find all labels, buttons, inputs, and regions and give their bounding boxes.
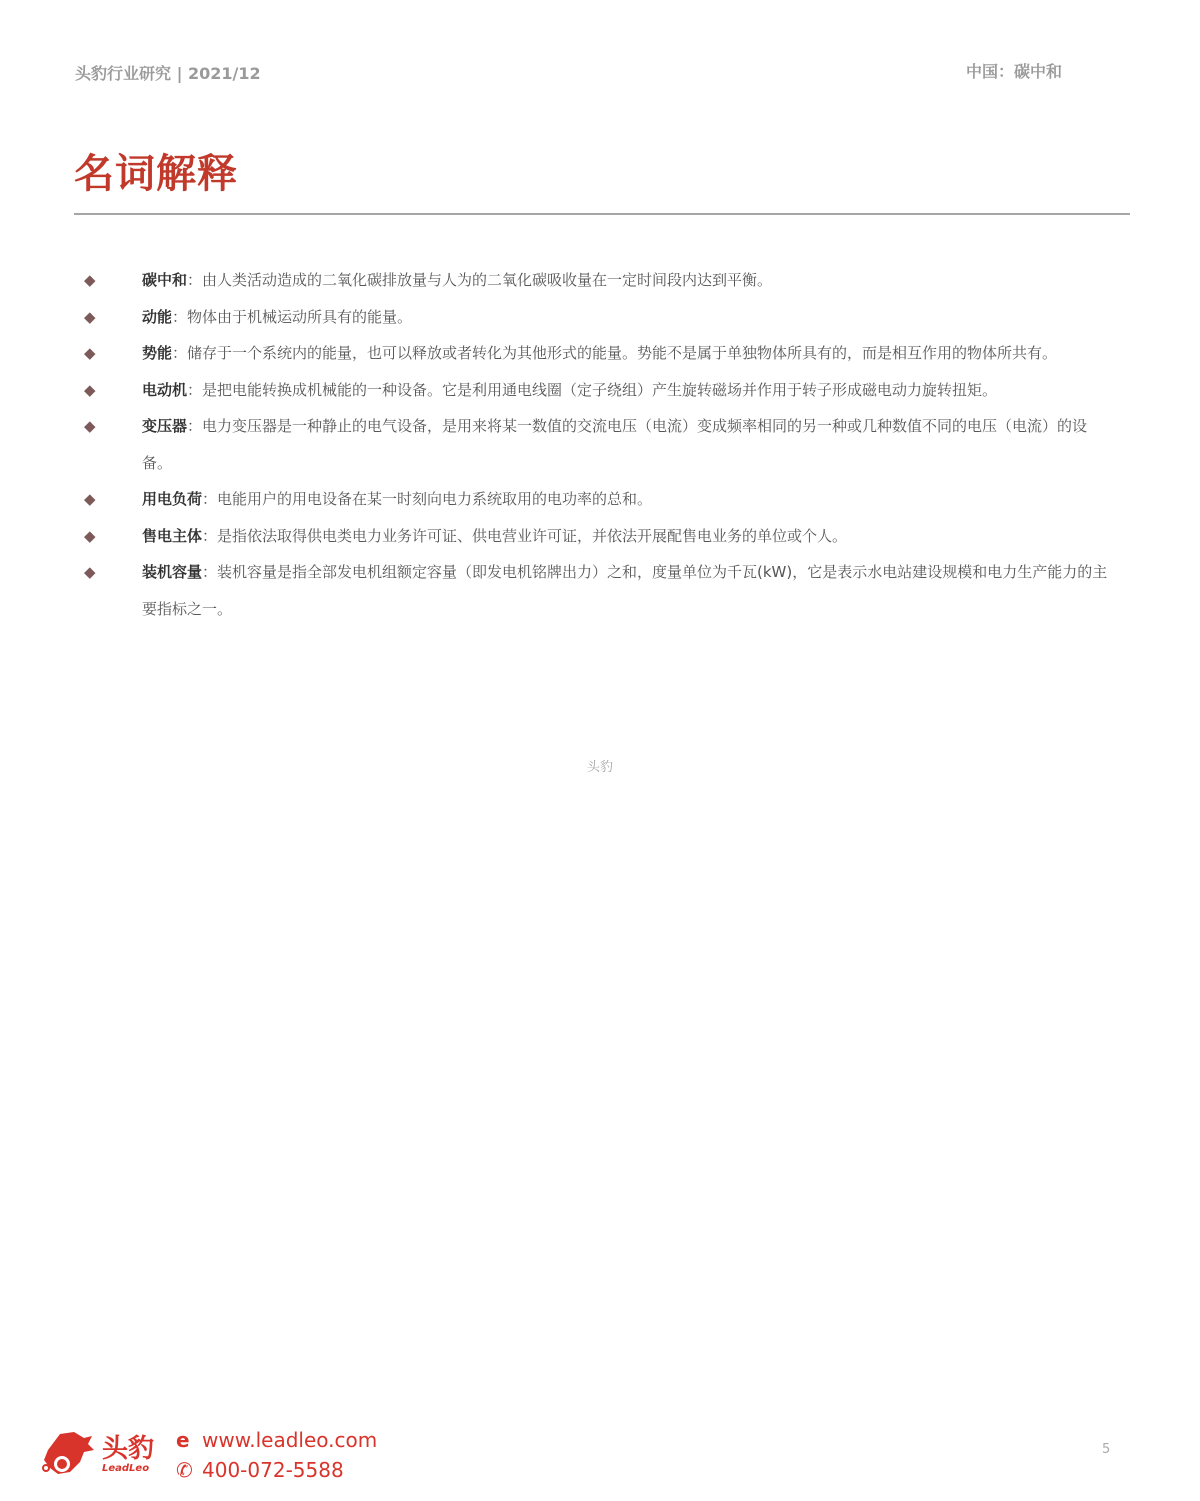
center-watermark: 头豹 xyxy=(586,760,613,775)
diamond-bullet-icon: ◆ xyxy=(84,490,96,508)
browser-e-icon: e xyxy=(176,1428,190,1452)
brand-name-en: LeadLeo xyxy=(102,1463,150,1474)
glossary-list xyxy=(84,262,1114,627)
list-item xyxy=(84,408,1114,481)
term: 售电主体 xyxy=(142,526,203,545)
diamond-bullet-icon: ◆ xyxy=(84,344,96,362)
phone-icon: ✆ xyxy=(176,1458,193,1482)
diamond-bullet-icon: ◆ xyxy=(84,380,96,399)
definition: ：电力变压器是一种静止的电气设备，是用来将某一数值的交流电压（电流）变成频率相同的另一种或几种数值不同的电压（电流）的设备。 xyxy=(142,417,1088,472)
definition: ：装机容量是指全部发电机组额定容量（即发电机铭牌出力）之和，度量单位为千瓦(kW)，它是表示水电站建设规模和电力生产能力的主要指标之一。 xyxy=(142,563,1108,618)
header-right: 中国：碳中和 xyxy=(965,62,1062,81)
page-title: 名词解释 xyxy=(74,151,238,197)
definition: ：物体由于机械运动所具有的能量。 xyxy=(172,307,413,326)
list-item xyxy=(84,554,1114,627)
definition: ：是把电能转换成机械能的一种设备。它是利用通电线圈（定子绕组）产生旋转磁场并作用于转子形成磁电动力旋转扭矩。 xyxy=(187,380,998,399)
list-item xyxy=(84,372,1114,409)
page-number: 5 xyxy=(1102,1442,1111,1457)
brand-name: 头豹 xyxy=(102,1434,155,1464)
diamond-bullet-icon: ◆ xyxy=(84,417,96,435)
list-item xyxy=(84,518,1114,555)
list-item xyxy=(84,262,1114,299)
term: 装机容量 xyxy=(142,563,203,581)
definition: ：储存于一个系统内的能量，也可以释放或者转化为其他形式的能量。势能不是属于单独物体所具有的，而是相互作用的物体所共有。 xyxy=(172,344,1058,362)
header-left: 头豹行业研究 | 2021/12 xyxy=(75,64,261,83)
term: 动能 xyxy=(142,307,173,326)
diamond-bullet-icon: ◆ xyxy=(84,271,96,289)
leopard-logo-icon xyxy=(40,1428,96,1478)
term: 碳中和 xyxy=(142,271,188,289)
phone-number xyxy=(176,1458,344,1482)
website-link[interactable] xyxy=(176,1428,377,1452)
list-item xyxy=(84,299,1114,336)
term: 势能 xyxy=(142,344,173,362)
diamond-bullet-icon: ◆ xyxy=(84,526,96,545)
definition: ：由人类活动造成的二氧化碳排放量与人为的二氧化碳吸收量在一定时间段内达到平衡。 xyxy=(187,271,773,289)
diamond-bullet-icon: ◆ xyxy=(84,307,96,326)
diamond-bullet-icon: ◆ xyxy=(84,563,96,581)
website-text: www.leadleo.com xyxy=(202,1428,378,1452)
list-item xyxy=(84,335,1114,372)
definition: ：电能用户的用电设备在某一时刻向电力系统取用的电功率的总和。 xyxy=(202,490,653,508)
term: 用电负荷 xyxy=(142,490,203,508)
definition: ：是指依法取得供电类电力业务许可证、供电营业许可证，并依法开展配售电业务的单位或个人。 xyxy=(202,526,848,545)
term: 电动机 xyxy=(142,380,188,399)
divider xyxy=(74,213,1130,215)
term: 变压器 xyxy=(142,417,188,435)
list-item xyxy=(84,481,1114,518)
phone-text: 400-072-5588 xyxy=(202,1458,344,1482)
